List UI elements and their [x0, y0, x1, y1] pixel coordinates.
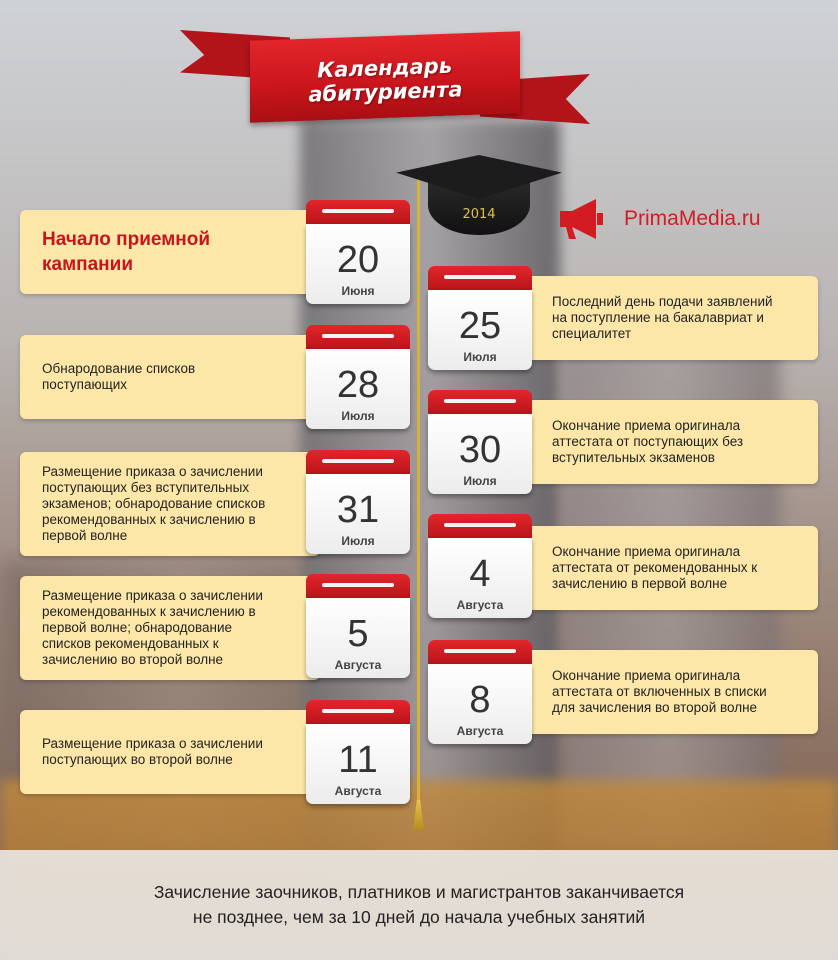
calendar-day: 30 — [458, 429, 502, 471]
calendar-month: Августа — [456, 724, 504, 738]
calendar-icon — [428, 266, 532, 370]
calendar-day: 25 — [458, 305, 502, 347]
calendar-month: Июля — [341, 534, 375, 548]
page-title: Календарь абитуриента — [307, 53, 463, 107]
event-card-1 — [20, 210, 320, 294]
cap-board — [396, 155, 562, 199]
calendar-month: Июля — [341, 409, 375, 423]
event-text: Окончание приема оригинала аттестата от включенных в списки для зачисления во второй волне — [552, 668, 767, 715]
megaphone-icon — [556, 197, 616, 241]
calendar-icon — [428, 514, 532, 618]
calendar-icon — [306, 325, 410, 429]
event-card-3 — [20, 335, 320, 419]
calendar-icon — [306, 450, 410, 554]
event-text: Размещение приказа о зачислении поступающих во второй волне — [42, 736, 263, 767]
logo[interactable] — [556, 197, 761, 241]
event-text: Начало приемной кампании — [42, 229, 211, 275]
event-card-6 — [520, 526, 818, 610]
event-card-4 — [520, 400, 818, 484]
footer-note — [0, 850, 838, 960]
event-card-7 — [20, 576, 320, 680]
calendar-day: 28 — [336, 364, 380, 406]
event-card-8 — [520, 650, 818, 734]
event-text: Окончание приема оригинала аттестата от рекомендованных к зачислению в первой волне — [552, 544, 758, 591]
cap-year: 2014 — [462, 207, 496, 222]
logo-text: PrimaMedia.ru — [624, 207, 761, 230]
calendar-month: Августа — [334, 658, 382, 672]
calendar-icon — [306, 200, 410, 304]
event-text: Обнародование списков поступающих — [42, 361, 196, 392]
calendar-day: 31 — [336, 489, 380, 531]
event-text: Размещение приказа о зачислении рекомендованных к зачислению в первой волне; обнародование списков рекомендованных к зачислению во второй волне — [42, 588, 263, 667]
calendar-month: Июня — [341, 284, 375, 298]
graduation-cap-icon — [396, 155, 566, 235]
calendar-month: Июля — [463, 474, 497, 488]
event-card-5 — [20, 452, 320, 556]
calendar-day: 11 — [338, 739, 378, 781]
event-card-2 — [520, 276, 818, 360]
calendar-icon — [306, 700, 410, 804]
calendar-day: 20 — [336, 239, 380, 281]
calendar-month: Августа — [334, 784, 382, 798]
event-card-9 — [20, 710, 320, 794]
event-text: Последний день подачи заявлений на поступление на бакалавриат и специалитет — [552, 294, 773, 341]
title-ribbon — [180, 22, 590, 132]
calendar-day: 5 — [347, 613, 369, 655]
calendar-icon — [428, 640, 532, 744]
calendar-day: 8 — [469, 679, 491, 721]
calendar-month: Июля — [463, 350, 497, 364]
timeline-line — [417, 175, 420, 805]
calendar-month: Августа — [456, 598, 504, 612]
calendar-icon — [428, 390, 532, 494]
calendar-icon — [306, 574, 410, 678]
footer-text: Зачисление заочников, платников и магистрантов заканчивается не позднее, чем за 10 дней до начала учебных занятий — [153, 882, 685, 927]
calendar-day: 4 — [469, 553, 491, 595]
event-text: Размещение приказа о зачислении поступающих без вступительных экзаменов; обнародование списков рекомендованных к зачислению в первой волне — [42, 464, 266, 543]
event-text: Окончание приема оригинала аттестата от поступающих без вступительных экзаменов — [552, 418, 744, 465]
